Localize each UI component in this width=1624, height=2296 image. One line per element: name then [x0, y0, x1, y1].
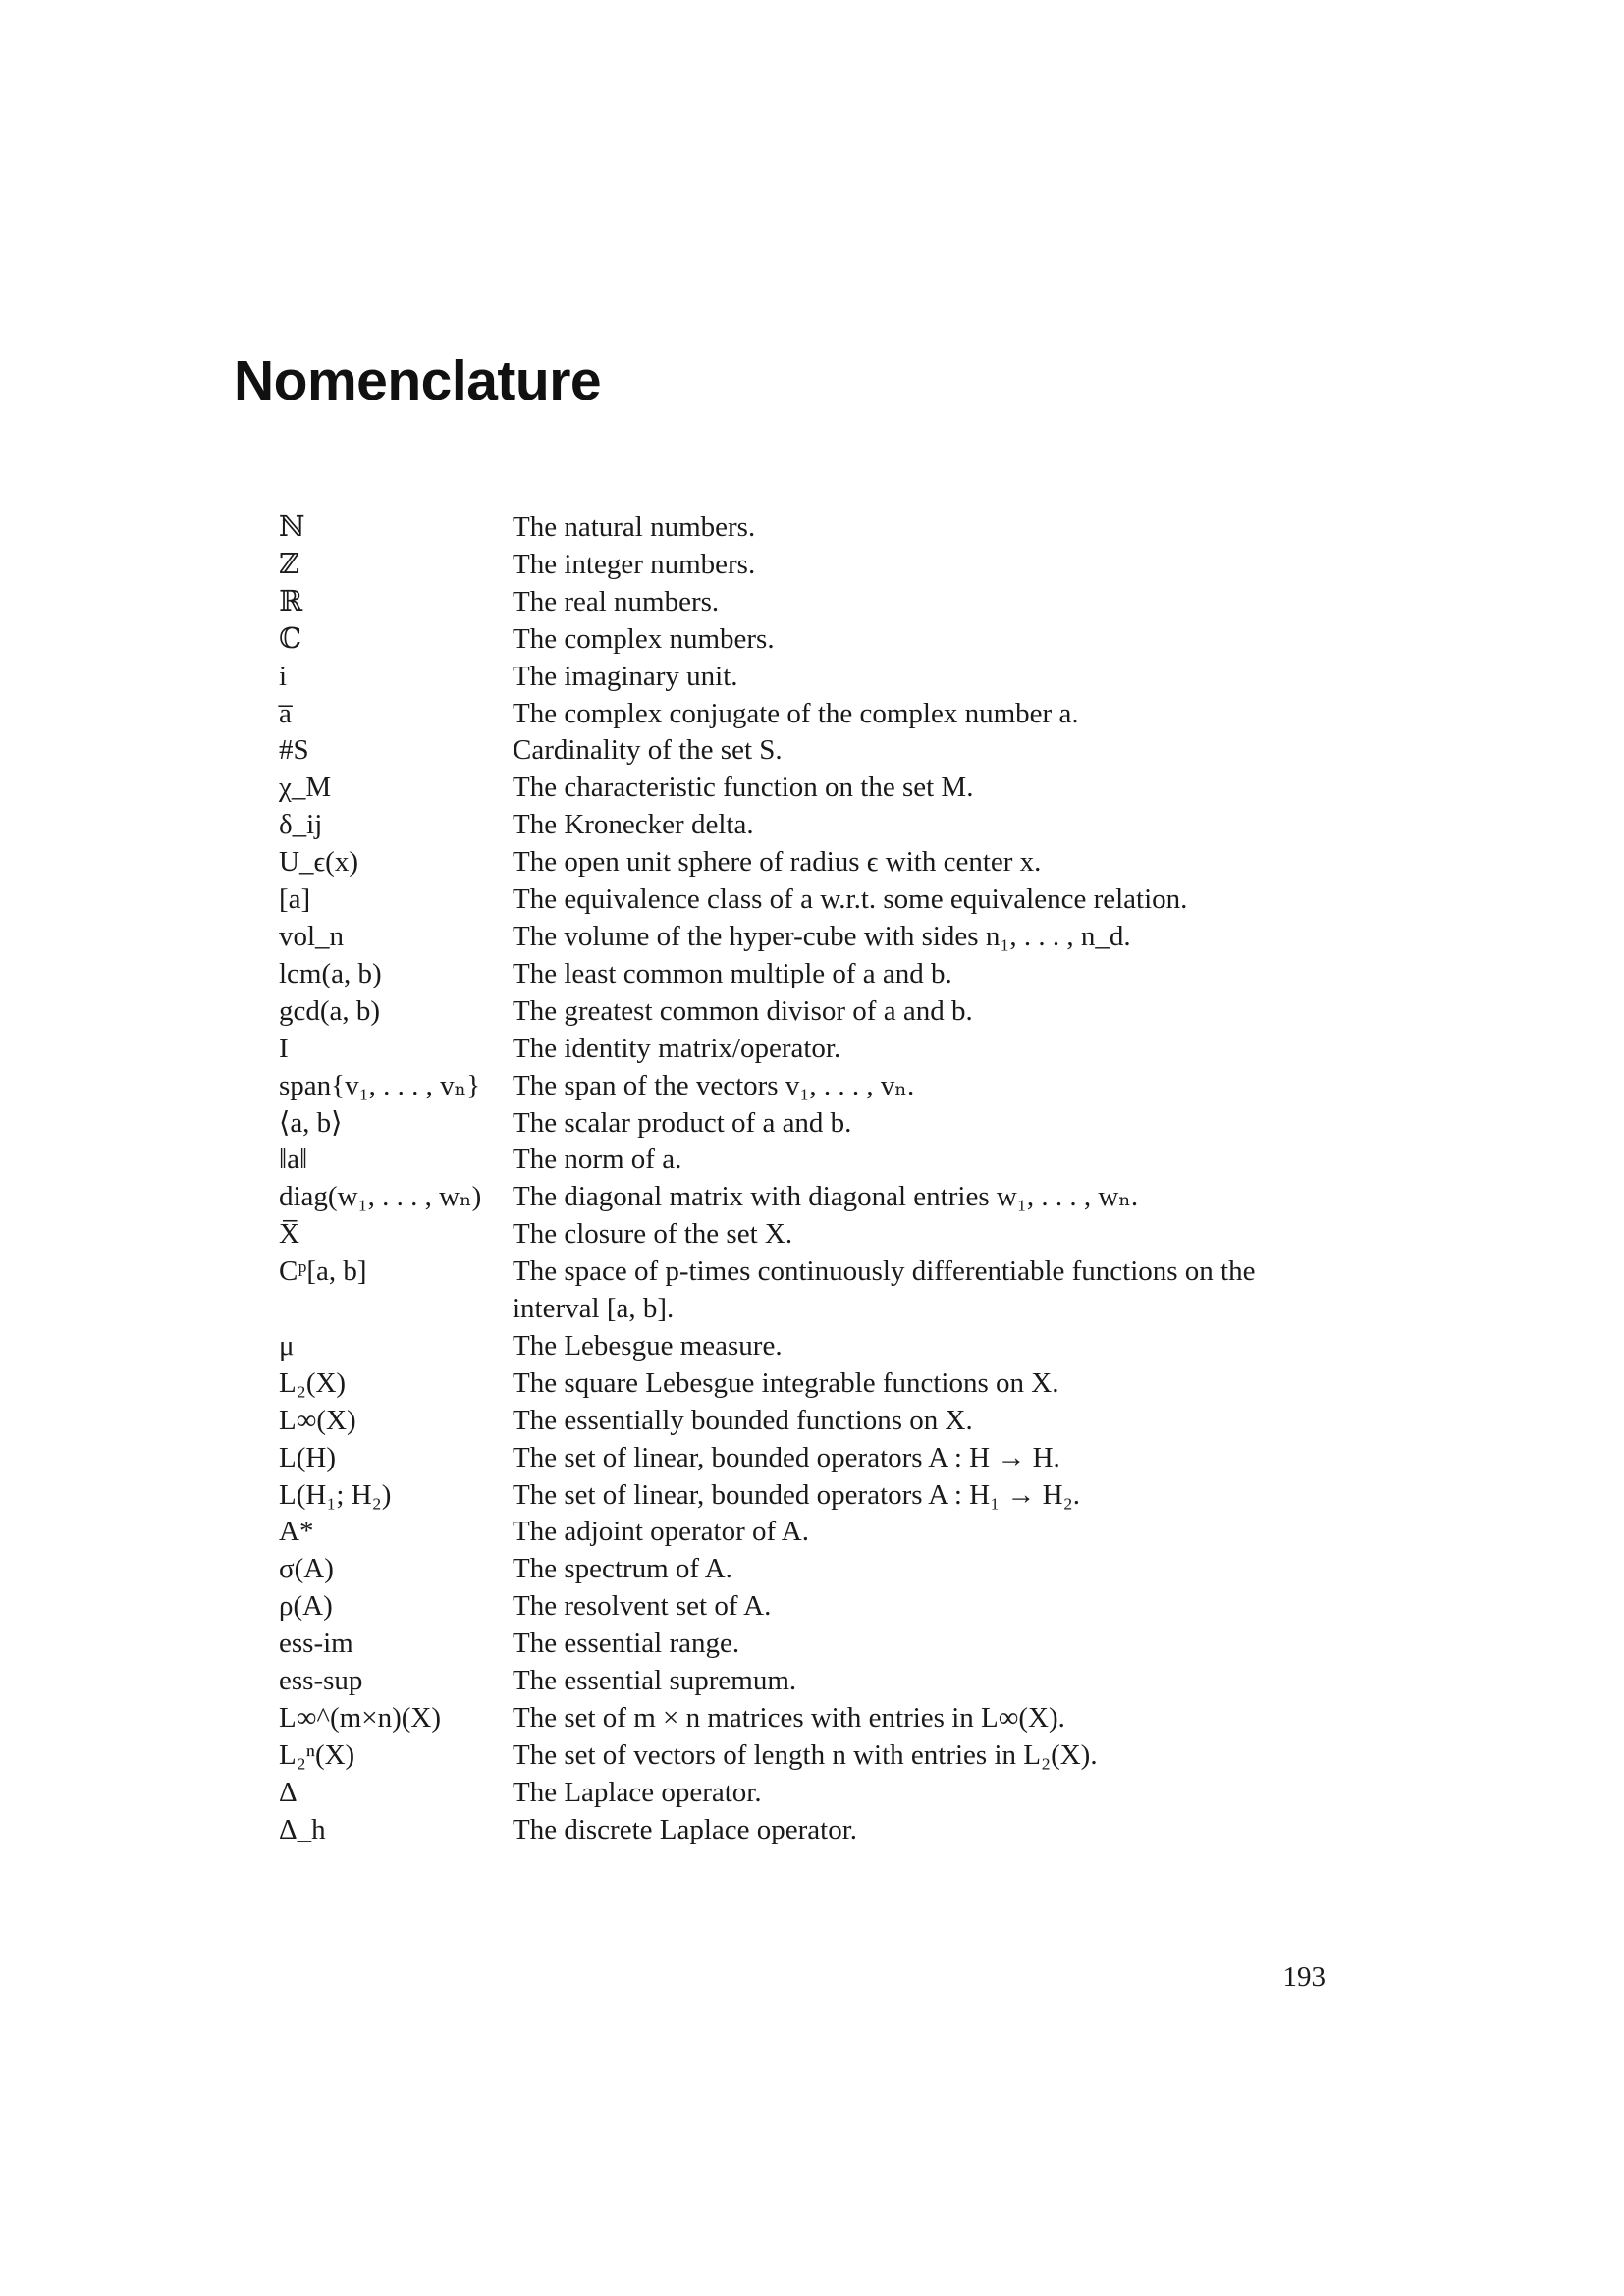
entry-description: Cardinality of the set S. — [513, 734, 783, 767]
entry-description: The identity matrix/operator. — [513, 1032, 841, 1064]
entry-symbol: Cᵖ[a, b] — [279, 1255, 367, 1288]
page-title: Nomenclature — [234, 349, 602, 412]
entry-description: The adjoint operator of A. — [513, 1516, 809, 1548]
nomenclature-entry — [279, 1626, 1320, 1663]
entry-description: The set of linear, bounded operators A : H₁ → H₂. — [513, 1478, 1080, 1511]
entry-symbol: ρ(A) — [279, 1590, 333, 1623]
entry-description: The equivalence class of a w.r.t. some equivalence relation. — [513, 883, 1188, 916]
entry-description: The greatest common divisor of a and b. — [513, 994, 973, 1027]
entry-symbol: diag(w₁, . . . , wₙ) — [279, 1181, 482, 1213]
entry-description: The span of the vectors v₁, . . . , vₙ. — [513, 1069, 915, 1101]
nomenclature-entry — [279, 1105, 1320, 1143]
entry-symbol: Δ — [279, 1776, 298, 1808]
entry-description: The volume of the hyper-cube with sides n₁, . . . , n_d. — [513, 920, 1131, 952]
entry-description: The spectrum of A. — [513, 1553, 732, 1585]
nomenclature-entry — [279, 547, 1320, 584]
nomenclature-entry — [279, 1179, 1320, 1216]
entry-description: The least common multiple of a and b. — [513, 957, 952, 989]
nomenclature-entry — [279, 732, 1320, 770]
nomenclature-entry — [279, 1254, 1320, 1328]
page-number: 193 — [1282, 1961, 1326, 1993]
entry-symbol: ess-im — [279, 1628, 353, 1660]
nomenclature-entry — [279, 1588, 1320, 1626]
entry-symbol: vol_n — [279, 920, 345, 952]
entry-symbol: χ_M — [279, 772, 332, 804]
entry-symbol: i — [279, 660, 288, 692]
nomenclature-entry — [279, 1068, 1320, 1105]
nomenclature-entry — [279, 1365, 1320, 1403]
entry-symbol: ℕ — [279, 511, 305, 543]
entry-description: The complex numbers. — [513, 622, 775, 655]
entry-description: The set of vectors of length n with entries in L₂(X). — [513, 1738, 1098, 1771]
entry-description: The imaginary unit. — [513, 660, 738, 692]
nomenclature-entry — [279, 696, 1320, 733]
nomenclature-entry — [279, 807, 1320, 844]
nomenclature-entry — [279, 1551, 1320, 1588]
entry-description: The closure of the set X. — [513, 1218, 793, 1251]
entry-symbol: U_ϵ(x) — [279, 846, 358, 879]
entry-description: The resolvent set of A. — [513, 1590, 772, 1623]
nomenclature-entry — [279, 1031, 1320, 1068]
nomenclature-entry — [279, 770, 1320, 807]
entry-symbol: A* — [279, 1516, 314, 1548]
nomenclature-entry — [279, 621, 1320, 659]
entry-symbol: I — [279, 1032, 289, 1064]
nomenclature-entry — [279, 1514, 1320, 1551]
entry-symbol: ℝ — [279, 585, 303, 617]
nomenclature-entry — [279, 1737, 1320, 1775]
entry-description: The open unit sphere of radius ϵ with center x. — [513, 846, 1042, 879]
entry-description: The square Lebesgue integrable functions on X. — [513, 1366, 1059, 1399]
nomenclature-entry — [279, 1440, 1320, 1477]
nomenclature-entry — [279, 1403, 1320, 1440]
nomenclature-entry — [279, 659, 1320, 696]
entry-symbol: ess-sup — [279, 1665, 363, 1697]
entry-symbol: L∞(X) — [279, 1404, 356, 1436]
entry-symbol: L∞^(m×n)(X) — [279, 1702, 441, 1734]
entry-symbol: #S — [279, 734, 309, 767]
nomenclature-entry — [279, 1663, 1320, 1700]
nomenclature-list — [279, 509, 1320, 1849]
entry-description: The integer numbers. — [513, 548, 756, 580]
nomenclature-entry — [279, 919, 1320, 956]
entry-symbol: ℤ — [279, 548, 300, 580]
entry-description: The Kronecker delta. — [513, 809, 754, 841]
entry-description: The discrete Laplace operator. — [513, 1813, 858, 1845]
nomenclature-entry — [279, 1477, 1320, 1515]
entry-description: The Lebesgue measure. — [513, 1329, 783, 1362]
entry-description: The set of linear, bounded operators A : H → H. — [513, 1441, 1060, 1473]
entry-description: The set of m × n matrices with entries in L∞(X). — [513, 1702, 1065, 1734]
entry-symbol: ‖a‖ — [279, 1144, 308, 1176]
entry-description: The essentially bounded functions on X. — [513, 1404, 973, 1436]
entry-description: The real numbers. — [513, 585, 720, 617]
nomenclature-entry — [279, 993, 1320, 1031]
entry-description: The essential supremum. — [513, 1665, 797, 1697]
entry-description: The essential range. — [513, 1628, 740, 1660]
entry-symbol: L₂(X) — [279, 1366, 347, 1399]
entry-symbol: [a] — [279, 883, 311, 916]
entry-description: The norm of a. — [513, 1144, 682, 1176]
nomenclature-entry — [279, 1812, 1320, 1849]
entry-description: The scalar product of a and b. — [513, 1106, 852, 1139]
entry-symbol: lcm(a, b) — [279, 957, 382, 989]
nomenclature-entry — [279, 1775, 1320, 1812]
entry-description: The natural numbers. — [513, 511, 756, 543]
nomenclature-entry — [279, 956, 1320, 993]
nomenclature-entry — [279, 1216, 1320, 1254]
nomenclature-entry — [279, 509, 1320, 547]
entry-symbol: δ_ij — [279, 809, 323, 841]
entry-symbol: L₂ⁿ(X) — [279, 1738, 355, 1771]
entry-symbol: a̅ — [279, 697, 292, 729]
nomenclature-entry — [279, 1328, 1320, 1365]
entry-symbol: Δ_h — [279, 1813, 326, 1845]
entry-symbol: gcd(a, b) — [279, 994, 381, 1027]
entry-description: The space of p-times continuously differentiable functions on the interval [a, b]. — [513, 1255, 1256, 1325]
entry-description: The diagonal matrix with diagonal entries w₁, . . . , wₙ. — [513, 1181, 1139, 1213]
nomenclature-entry — [279, 584, 1320, 621]
entry-description: The characteristic function on the set M. — [513, 772, 974, 804]
entry-symbol: σ(A) — [279, 1553, 334, 1585]
entry-symbol: L(H₁; H₂) — [279, 1478, 392, 1511]
entry-symbol: μ — [279, 1329, 295, 1362]
entry-symbol: ℂ — [279, 622, 302, 655]
entry-description: The complex conjugate of the complex number a. — [513, 697, 1079, 729]
nomenclature-entry — [279, 844, 1320, 881]
nomenclature-entry — [279, 881, 1320, 919]
entry-symbol: X̅ — [279, 1218, 299, 1251]
nomenclature-entry — [279, 1700, 1320, 1737]
entry-symbol: span{v₁, . . . , vₙ} — [279, 1069, 481, 1101]
entry-description: The Laplace operator. — [513, 1776, 762, 1808]
nomenclature-entry — [279, 1142, 1320, 1179]
entry-symbol: L(H) — [279, 1441, 336, 1473]
entry-symbol: ⟨a, b⟩ — [279, 1106, 343, 1139]
